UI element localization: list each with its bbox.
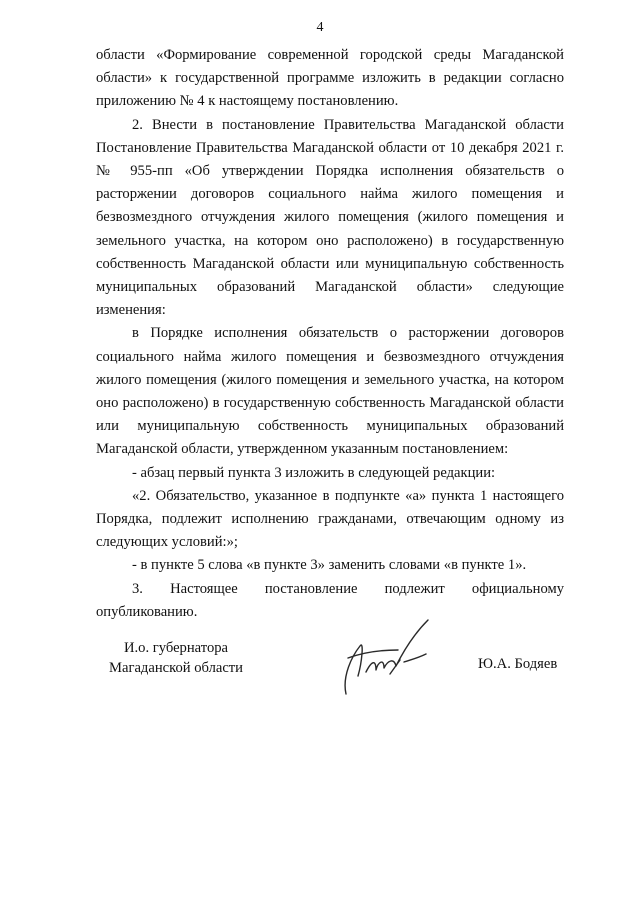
paragraph-3: в Порядке исполнения обязательств о расторжении договоров социального найма жилого помещения и безвозмездного отчуждения жилого помещения (жилого помещения и земельного участка, на котором оно расположено) в государственную собственность Магаданской области или муниципальную собственность муниципальных образований Магаданской области, утвержденном указанным постановлением: xyxy=(96,325,564,458)
paragraph-1: области «Формирование современной городской среды Магаданской области» к государственной программе изложить в редакции согласно приложению № 4 к настоящему постановлению. xyxy=(96,47,564,110)
paragraph-6: - в пункте 5 слова «в пункте 3» заменить словами «в пункте 1». xyxy=(132,557,527,574)
document-body xyxy=(96,44,564,624)
signer-position-line-2: Магаданской области xyxy=(109,660,243,676)
paragraph-4: - абзац первый пункта 3 изложить в следующей редакции: xyxy=(132,464,496,481)
paragraph-7: 3. Настоящее постановление подлежит официальному опубликованию. xyxy=(96,580,564,620)
page-number: 4 xyxy=(316,20,324,35)
paragraph-5: «2. Обязательство, указанное в подпункте «а» пункта 1 настоящего Порядка, подлежит исполнению гражданами, отвечающим одному из следующих условий:»; xyxy=(96,487,564,551)
signer-name: Ю.А. Бодяев xyxy=(478,656,558,672)
signer-position xyxy=(96,638,256,678)
handwritten-signature xyxy=(338,616,442,698)
paragraph-2: 2. Внести в постановление Правительства Магаданской области Постановление Правительства Магаданской области от 10 декабря 2021 г. № 955-пп «Об утверждении Порядка исполнения обязательств о расторжении договоров социального найма жилого помещения и безвозмездного отчуждения жилого помещения (жилого помещения и земельного участка, на котором оно расположено) в государственную собственность Магаданской области или муниципальную собственность муниципальных образований Магаданской области» следующие изменения: xyxy=(96,116,564,319)
signer-position-line-1: И.о. губернатора xyxy=(123,640,229,656)
